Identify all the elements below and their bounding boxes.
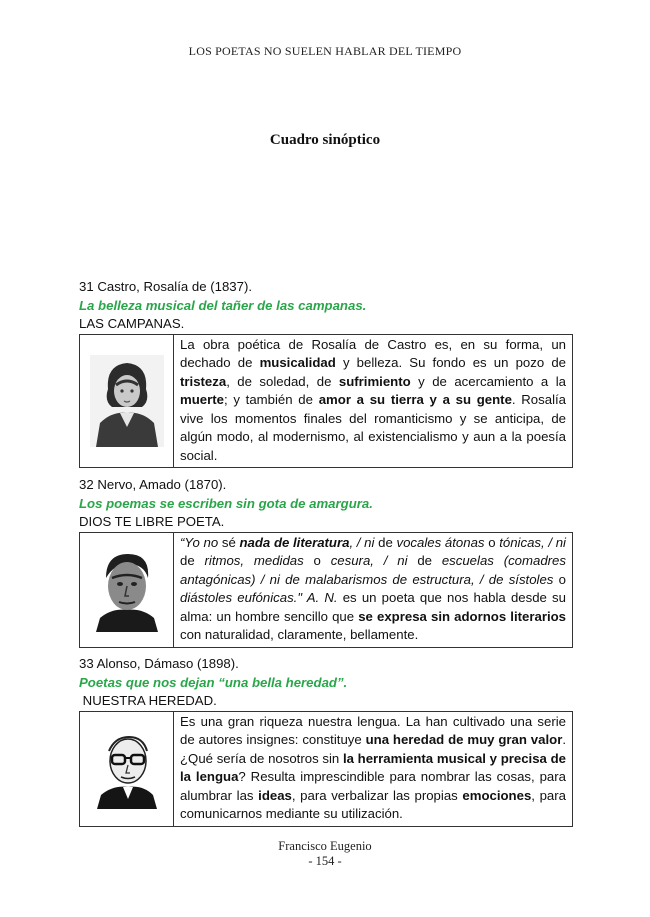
entry-33: [79, 655, 573, 827]
footer-author: Francisco Eugenio: [278, 839, 372, 853]
poem-title: LAS CAMPANAS.: [79, 316, 185, 331]
summary-text: “Yo no sé nada de literatura, / ni de vocales átonas o tónicas, / ni de ritmos, medidas o cesura, / ni de escuelas (comadres antagónicas) / ni de malabarismos de estructura, / de sístoles o diástoles eufónicas." A. N. es un poeta que nos habla desde su alma: un hombre sencillo que se expresa sin adornos literarios con naturalidad, claramente, bellamente.: [180, 534, 567, 642]
entry-subtitle: La belleza musical del tañer de las campanas.: [79, 297, 367, 313]
portrait-damaso-alonso: [95, 729, 159, 809]
portrait-amado-nervo: [92, 548, 162, 632]
entry-subtitle: Los poemas se escriben sin gota de amargura.: [79, 495, 373, 511]
photo-cell: [80, 335, 174, 468]
running-head: LOS POETAS NO SUELEN HABLAR DEL TIEMPO: [188, 44, 462, 58]
entry-heading: 31 Castro, Rosalía de (1837).: [79, 279, 252, 294]
entry-heading: 33 Alonso, Dámaso (1898).: [79, 656, 239, 671]
page-footer: [0, 839, 650, 869]
summary-text: Es una gran riqueza nuestra lengua. La han cultivado una serie de autores insignes: constituye una heredad de muy gran valor. ¿Qué sería de nosotros sin la herramienta musical y precisa de la lengua? Resulta imprescindible para nombrar las cosas, para alumbrar las ideas, para verbalizar las propias emociones, para comunicarnos mediante su utilización.: [180, 713, 566, 821]
summary-card: [79, 334, 573, 469]
portrait-rosalia-de-castro: [90, 355, 164, 447]
entry-31: [79, 278, 573, 468]
poem-title: DIOS TE LIBRE POETA.: [79, 514, 225, 529]
poem-title: NUESTRA HEREDAD.: [79, 693, 217, 708]
page-number: - 154 -: [308, 854, 342, 868]
summary-text: La obra poética de Rosalía de Castro es, en su forma, un dechado de musicalidad y belleza. Su fondo es un pozo de tristeza, de soledad, de sufrimiento y de acercamiento a la muerte; y también de amor a su tierra y a su gente. Rosalía vive los momentos finales del romanticismo y se anticipa, de algún modo, al modernismo, al existencialismo y aun a la poesía social.: [180, 336, 567, 463]
section-title: Cuadro sinóptico: [269, 132, 381, 148]
entry-32: [79, 476, 573, 648]
summary-card: [79, 711, 573, 827]
entry-heading: 32 Nervo, Amado (1870).: [79, 477, 227, 492]
photo-cell: [80, 712, 174, 826]
photo-cell: [80, 533, 174, 647]
entry-subtitle: Poetas que nos dejan “una bella heredad”.: [79, 674, 348, 690]
summary-card: [79, 532, 573, 648]
